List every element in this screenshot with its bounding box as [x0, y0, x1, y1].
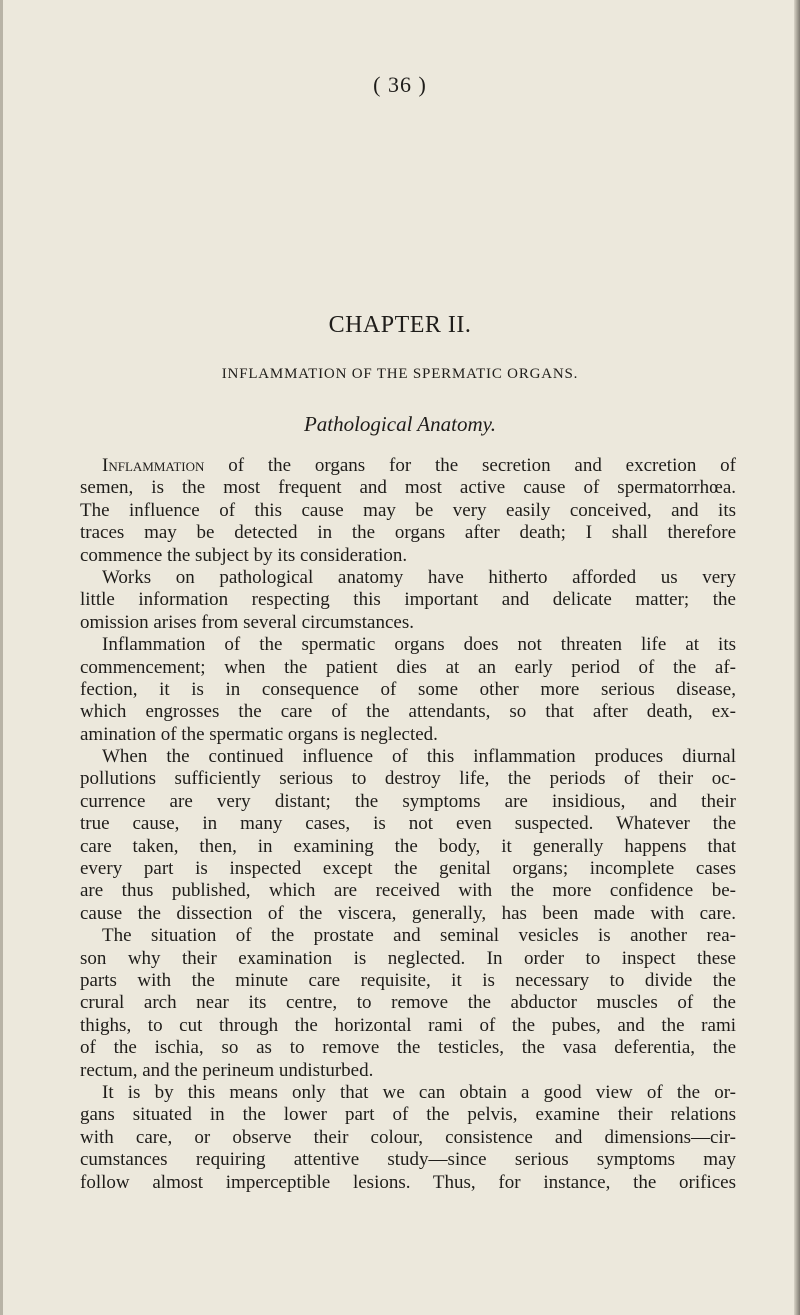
page-edge-right [794, 0, 800, 1315]
text-line: fection, it is in consequence of some other more serious disease, [80, 678, 736, 700]
text-line: follow almost imperceptible lesions. Thus, for instance, the orifices [80, 1171, 736, 1193]
text-line: which engrosses the care of the attendants, so that after death, ex- [80, 701, 736, 723]
text-line: currence are very distant; the symptoms are insidious, and their [80, 790, 736, 812]
text-line: It is by this means only that we can obtain a good view of the or- [102, 1081, 736, 1103]
text-line: care taken, then, in examining the body, it generally happens that [80, 835, 736, 857]
text-line: When the continued influence of this inflammation produces diurnal [102, 746, 736, 768]
text-line: semen, is the most frequent and most active cause of spermatorrhœa. [80, 477, 736, 499]
lead-word: Inflammation [102, 455, 205, 476]
text-line: are thus published, which are received with the more confidence be- [80, 880, 736, 902]
text-line: parts with the minute care requisite, it is necessary to divide the [80, 969, 736, 991]
page-edge-left [0, 0, 3, 1315]
text-line: crural arch near its centre, to remove the abductor muscles of the [80, 992, 736, 1014]
text-line: cause the dissection of the viscera, generally, has been made with care. [80, 902, 736, 924]
text-line: true cause, in many cases, is not even suspected. Whatever the [80, 813, 736, 835]
text-line: omission arises from several circumstances. [80, 611, 414, 633]
body-text [80, 455, 736, 1194]
text-line: Inflammation of the organs for the secretion and excretion of [102, 455, 736, 476]
text-line: gans situated in the lower part of the pelvis, examine their relations [80, 1104, 736, 1126]
text-line: son why their examination is neglected. In order to inspect these [80, 947, 736, 969]
text-line: Works on pathological anatomy have hitherto afforded us very [102, 566, 736, 588]
text-line: thighs, to cut through the horizontal rami of the pubes, and the rami [80, 1014, 736, 1036]
text-line: The situation of the prostate and seminal vesicles is another rea- [102, 925, 736, 947]
text-line: every part is inspected except the genital organs; incomplete cases [80, 858, 736, 880]
text-line: amination of the spermatic organs is neglected. [80, 723, 438, 745]
text-line: little information respecting this important and delicate matter; the [80, 589, 736, 611]
text-line: with care, or observe their colour, consistence and dimensions—cir- [80, 1126, 736, 1148]
text-line: commence the subject by its consideration. [80, 544, 408, 566]
subsection-title: Pathological Anatomy. [303, 412, 497, 436]
text-line: Inflammation of the spermatic organs does not threaten life at its [102, 634, 736, 656]
text-line: of the ischia, so as to remove the testicles, the vasa deferentia, the [80, 1037, 736, 1059]
chapter-title: CHAPTER II. [328, 312, 472, 338]
text-line: commencement; when the patient dies at an early period of the af- [80, 656, 736, 678]
section-title: INFLAMMATION OF THE SPERMATIC ORGANS. [221, 366, 579, 382]
text-line: traces may be detected in the organs after death; I shall therefore [80, 522, 736, 544]
page-number: ( 36 ) [373, 72, 427, 97]
text-line: pollutions sufficiently serious to destroy life, the periods of their oc- [80, 768, 736, 790]
text-line: The influence of this cause may be very easily conceived, and its [80, 499, 736, 521]
text-line: rectum, and the perineum undisturbed. [80, 1059, 374, 1081]
text-line: cumstances requiring attentive study—since serious symptoms may [80, 1149, 736, 1171]
